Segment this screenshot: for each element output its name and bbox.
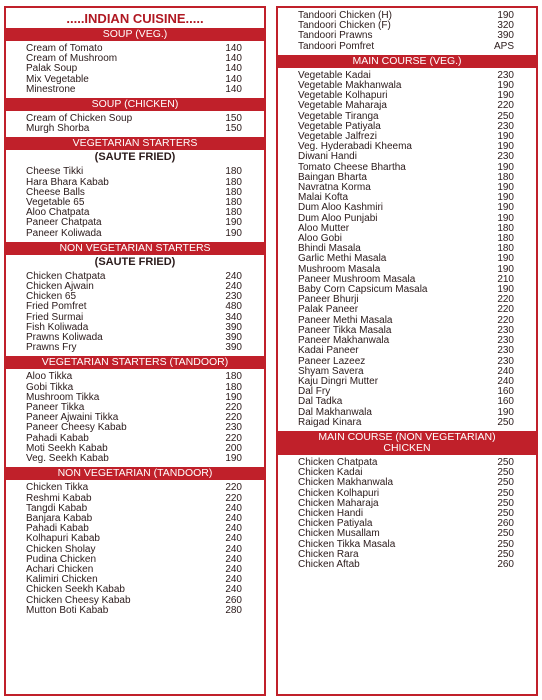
menu-item-price: 260	[225, 594, 242, 606]
menu-item-price: 340	[225, 311, 242, 323]
menu-item-name: Dum Aloo Punjabi	[298, 212, 378, 224]
menu-item-name: Cream of Tomato	[26, 43, 103, 54]
menu-item-price: 230	[497, 345, 514, 357]
menu-item	[278, 418, 536, 428]
menu-item-price: 220	[497, 304, 514, 316]
menu-item-name: Chicken Chatpata	[298, 456, 378, 468]
menu-item-name: Veg. Hyderabadi Kheema	[298, 141, 412, 153]
section-heading-text: VEGETARIAN STARTERS	[72, 137, 198, 150]
section-heading-text: SOUP (VEG.)	[102, 28, 168, 40]
menu-item-name: Cheese Tikki	[26, 166, 84, 178]
menu-item-name: Paneer Lazeez	[298, 355, 366, 367]
menu-item-name: Paneer Tikka	[26, 402, 85, 414]
menu-item-price: 240	[225, 270, 242, 282]
menu-item-price: 140	[225, 53, 242, 65]
menu-item-price: 240	[225, 281, 242, 293]
menu-item-price: 190	[225, 227, 242, 239]
menu-item-price: 180	[497, 243, 514, 255]
menu-item-price: 390	[225, 321, 242, 333]
menu-item-name: Cream of Chicken Soup	[26, 113, 133, 125]
menu-item	[278, 42, 536, 52]
menu-item-price: 240	[225, 512, 242, 524]
menu-item-name: Veg. Seekh Kabab	[26, 453, 109, 465]
menu-title: .....INDIAN CUISINE.....	[66, 11, 204, 26]
menu-item-price: 230	[225, 422, 242, 434]
menu-item-name: Tomato Cheese Bhartha	[298, 161, 406, 173]
menu-item-price: 280	[225, 604, 242, 616]
menu-item-name: Kolhapuri Kabab	[26, 533, 100, 545]
menu-item	[6, 585, 264, 595]
menu-item-price: 230	[497, 324, 514, 336]
menu-item-price: 140	[225, 43, 242, 54]
menu-item-price: 240	[497, 375, 514, 387]
menu-item-name: Baby Corn Capsicum Masala	[298, 284, 428, 296]
section-heading	[6, 242, 264, 255]
menu-item-price: 220	[497, 294, 514, 306]
menu-item-name: Chicken Cheesy Kabab	[26, 594, 131, 606]
menu-item-name: Vegetable Maharaja	[298, 100, 387, 112]
menu-item-name: Paneer Tikka Masala	[298, 324, 392, 336]
menu-item-price: 240	[497, 365, 514, 377]
menu-item-price: 230	[497, 335, 514, 347]
menu-item	[278, 397, 536, 407]
menu-item-name: Palak Paneer	[298, 304, 359, 316]
menu-item-name: Vegetable 65	[26, 197, 85, 209]
menu-item-price: 240	[225, 553, 242, 565]
menu-item	[278, 478, 536, 488]
menu-item-price: 190	[497, 284, 514, 296]
menu-item-name: Dum Aloo Kashmiri	[298, 202, 384, 214]
menu-item-price: 150	[225, 113, 242, 125]
menu-item-name: Tandoori Chicken (H)	[298, 10, 392, 21]
menu-item-price: 150	[225, 123, 242, 135]
menu-item-name: Raigad Kinara	[298, 416, 362, 428]
menu-item-name: Mix Vegetable	[26, 73, 89, 85]
menu-item	[6, 85, 264, 95]
menu-item-price: 320	[497, 20, 514, 32]
menu-item-price: 250	[497, 477, 514, 489]
section-heading	[6, 356, 264, 369]
menu-item-name: Achari Chicken	[26, 563, 94, 575]
section-heading-text: VEGETARIAN STARTERS (TANDOOR)	[41, 356, 229, 369]
menu-item-name: Malai Kofta	[298, 192, 349, 204]
menu-item-price: 190	[497, 161, 514, 173]
menu-item-name: Chicken Makhanwala	[298, 477, 394, 489]
menu-item-price: 240	[225, 543, 242, 555]
section-subtitle: (SAUTE FRIED)	[94, 255, 176, 268]
menu-item-name: Murgh Shorba	[26, 123, 90, 135]
menu-item-name: Chicken Kolhapuri	[298, 487, 380, 499]
menu-item-price: 180	[225, 207, 242, 219]
menu-item-name: Paneer Chatpata	[26, 217, 102, 229]
section-heading-text: MAIN COURSE (VEG.)	[352, 54, 462, 67]
menu-item-price: 190	[497, 202, 514, 214]
menu-item	[278, 346, 536, 356]
left-sections	[6, 28, 264, 619]
section-heading-text: SOUP (CHICKEN)	[91, 98, 179, 111]
menu-item-name: Palak Soup	[26, 63, 78, 75]
menu-item	[6, 454, 264, 464]
menu-item-name: Reshmi Kabab	[26, 492, 92, 504]
menu-column-right	[276, 6, 538, 696]
menu-item-name: Chicken Maharaja	[298, 497, 379, 509]
menu-item-price: 190	[497, 90, 514, 102]
menu-item-name: Fish Koliwada	[26, 321, 89, 333]
section-subheading-text: CHICKEN	[383, 441, 431, 454]
menu-item-name: Banjara Kabab	[26, 512, 93, 524]
menu-item-name: Cream of Mushroom	[26, 53, 118, 65]
menu-item-name: Chicken 65	[26, 291, 77, 303]
menu-item-price: 190	[225, 217, 242, 229]
menu-item-price: 230	[497, 151, 514, 163]
menu-item-price: 220	[497, 314, 514, 326]
menu-item-name: Paneer Koliwada	[26, 227, 102, 239]
menu-item-name: Chicken Aftab	[298, 558, 360, 570]
menu-item-price: 180	[225, 186, 242, 198]
menu-item-name: Vegetable Kadai	[298, 69, 371, 81]
menu-item-name: Kalimiri Chicken	[26, 574, 98, 586]
menu-item-price: 250	[497, 507, 514, 519]
menu-item-price: 190	[225, 453, 242, 465]
menu-item-price: 390	[225, 332, 242, 344]
menu-item	[6, 534, 264, 544]
menu-item-price: 250	[497, 497, 514, 509]
section-heading	[278, 55, 536, 68]
menu-item-price: 230	[497, 120, 514, 132]
menu-item-name: Prawns Koliwada	[26, 332, 103, 344]
menu-item-name: Chicken Tikka	[26, 482, 89, 494]
menu-item-price: 190	[497, 141, 514, 153]
menu-item-price: 180	[225, 371, 242, 383]
menu-item-price: 190	[497, 182, 514, 194]
menu-item-price: 160	[497, 386, 514, 398]
section-heading	[278, 431, 536, 455]
menu-item	[6, 483, 264, 493]
menu-item-name: Gobi Tikka	[26, 381, 74, 393]
menu-item-price: 260	[497, 558, 514, 570]
menu-item-name: Tandoori Chicken (F)	[298, 20, 391, 32]
menu-item-name: Aloo Mutter	[298, 222, 350, 234]
menu-item-name: Baingan Bharta	[298, 171, 367, 183]
menu-item-price: 240	[225, 502, 242, 514]
menu-item-name: Chicken Handi	[298, 507, 364, 519]
menu-item-name: Chicken Rara	[298, 548, 359, 560]
section-heading-text: MAIN COURSE (NON VEGETARIAN)	[318, 430, 496, 443]
menu-item-price: 230	[225, 291, 242, 303]
menu-item-name: Vegetable Patiyala	[298, 120, 381, 132]
section-heading	[6, 137, 264, 150]
menu-item-name: Moti Seekh Kabab	[26, 442, 108, 454]
menu-item-name: Kaju Dingri Mutter	[298, 375, 379, 387]
menu-item-name: Chicken Patiyala	[298, 518, 373, 530]
menu-item-price: 190	[497, 80, 514, 92]
menu-item-price: 480	[225, 301, 242, 313]
menu-item-name: Chicken Musallam	[298, 528, 380, 540]
menu-item-price: 180	[497, 233, 514, 245]
menu-item-name: Paneer Makhanwala	[298, 335, 390, 347]
menu-item-name: Tandoori Pomfret	[298, 40, 375, 52]
menu-item-name: Chicken Chatpata	[26, 270, 106, 282]
menu-item-price: 260	[497, 518, 514, 530]
right-sections	[278, 55, 536, 573]
menu-item-name: Aloo Tikka	[26, 371, 73, 383]
section-heading-text: NON VEGETARIAN (TANDOOR)	[57, 467, 213, 480]
menu-item-price: 250	[497, 548, 514, 560]
menu-column-left	[4, 6, 266, 696]
menu-item-name: Mutton Boti Kabab	[26, 604, 109, 616]
menu-item-name: Diwani Handi	[298, 151, 357, 163]
menu-item-price: 180	[497, 171, 514, 183]
menu-item-price: 240	[225, 533, 242, 545]
menu-item-price: 190	[497, 253, 514, 265]
menu-item-price: 180	[225, 166, 242, 178]
menu-item-name: Chicken Tikka Masala	[298, 538, 396, 550]
menu-item-price: 250	[497, 538, 514, 550]
menu-item-name: Fried Pomfret	[26, 301, 87, 313]
menu-item	[6, 606, 264, 616]
menu-item-name: Kadai Paneer	[298, 345, 359, 357]
menu-item-name: Vegetable Tiranga	[298, 110, 379, 122]
menu-item-price: 220	[225, 402, 242, 414]
menu-item-price: 190	[497, 131, 514, 143]
menu-item	[6, 343, 264, 353]
menu-item-name: Tandoori Prawns	[298, 30, 373, 42]
menu-item-price: 220	[225, 492, 242, 504]
menu-item-price: 220	[497, 100, 514, 112]
menu-item-name: Dal Fry	[298, 386, 331, 398]
menu-item-name: Pahadi Kabab	[26, 523, 89, 535]
menu-item-price: 190	[497, 212, 514, 224]
menu-item-name: Bhindi Masala	[298, 243, 361, 255]
menu-item-price: 250	[497, 416, 514, 428]
menu-item-name: Minestrone	[26, 83, 76, 95]
menu-item	[6, 124, 264, 134]
menu-item-price: 160	[497, 396, 514, 408]
menu-item-name: Vegetable Kolhapuri	[298, 90, 388, 102]
menu-item-price: 240	[225, 523, 242, 535]
menu-item-price: 180	[497, 222, 514, 234]
menu-item-name: Mushroom Masala	[298, 263, 381, 275]
menu-item-price: 220	[225, 412, 242, 424]
menu-item-name: Garlic Methi Masala	[298, 253, 387, 265]
menu-item-price: 250	[497, 110, 514, 122]
menu-item-name: Fried Surmai	[26, 311, 84, 323]
menu-item-price: 250	[497, 528, 514, 540]
menu-item-price: 250	[497, 487, 514, 499]
menu-item-price: 140	[225, 83, 242, 95]
section-heading	[6, 98, 264, 111]
menu-item-price: 250	[497, 467, 514, 479]
menu-item-name: Cheese Balls	[26, 186, 85, 198]
menu-item-name: Navratna Korma	[298, 182, 371, 194]
menu-item-price: 240	[225, 584, 242, 596]
menu-item-name: Chicken Kadai	[298, 467, 363, 479]
menu-item-price: 180	[225, 381, 242, 393]
menu-item-price: 140	[225, 73, 242, 85]
section-heading-text: NON VEGETARIAN STARTERS	[59, 241, 211, 254]
menu-item-name: Hara Bhara Kabab	[26, 176, 109, 188]
menu-item-name: Pahadi Kabab	[26, 432, 89, 444]
section-heading	[6, 467, 264, 480]
menu-item-name: Chicken Sholay	[26, 543, 96, 555]
menu-item-name: Tangdi Kabab	[26, 502, 88, 514]
menu-item-name: Chicken Seekh Kabab	[26, 584, 125, 596]
menu-item-price: 390	[225, 342, 242, 354]
menu-item-name: Shyam Savera	[298, 365, 364, 377]
menu-item-price: 180	[225, 176, 242, 188]
menu-item-price: 190	[225, 391, 242, 403]
menu-item-name: Prawns Fry	[26, 342, 77, 354]
menu-item-name: Chicken Ajwain	[26, 281, 94, 293]
menu-item-price: 190	[497, 406, 514, 418]
section-heading	[6, 28, 264, 41]
menu-item-name: Vegetable Jalfrezi	[298, 131, 377, 143]
menu-item-name: Aloo Chatpata	[26, 207, 90, 219]
menu-item-price: 240	[225, 574, 242, 586]
menu-item-price: 210	[497, 273, 514, 285]
menu-item	[278, 560, 536, 570]
menu-item-price: 190	[497, 192, 514, 204]
menu-item-name: Paneer Ajwaini Tikka	[26, 412, 119, 424]
menu-item-name: Paneer Mushroom Masala	[298, 273, 416, 285]
menu-item-name: Aloo Gobi	[298, 233, 342, 245]
menu-item-price: 230	[497, 69, 514, 81]
menu-item	[6, 229, 264, 239]
menu-item-price: 220	[225, 432, 242, 444]
menu-item-name: Vegetable Makhanwala	[298, 80, 402, 92]
menu-item-price: 230	[497, 355, 514, 367]
menu-item-name: Dal Tadka	[298, 396, 343, 408]
menu-item-price: 190	[497, 10, 514, 21]
menu-item-name: Pudina Chicken	[26, 553, 97, 565]
menu-item-price: 220	[225, 482, 242, 494]
menu-item-name: Paneer Methi Masala	[298, 314, 393, 326]
tandoori-items	[278, 8, 536, 55]
menu-item-name: Dal Makhanwala	[298, 406, 372, 418]
menu-item-price: 250	[497, 456, 514, 468]
menu-item-price: 180	[225, 197, 242, 209]
menu-item-name: Paneer Cheesy Kabab	[26, 422, 127, 434]
menu-item-name: Paneer Bhurji	[298, 294, 359, 306]
menu-item-price: 200	[225, 442, 242, 454]
menu-item-price: 190	[497, 263, 514, 275]
menu-item-price: 390	[497, 30, 514, 42]
menu-item-name: Mushroom Tikka	[26, 391, 100, 403]
menu-item-price: 240	[225, 563, 242, 575]
menu-item-price: 140	[225, 63, 242, 75]
section-subtitle: (SAUTE FRIED)	[94, 151, 176, 164]
menu-item-price: APS	[493, 40, 514, 52]
